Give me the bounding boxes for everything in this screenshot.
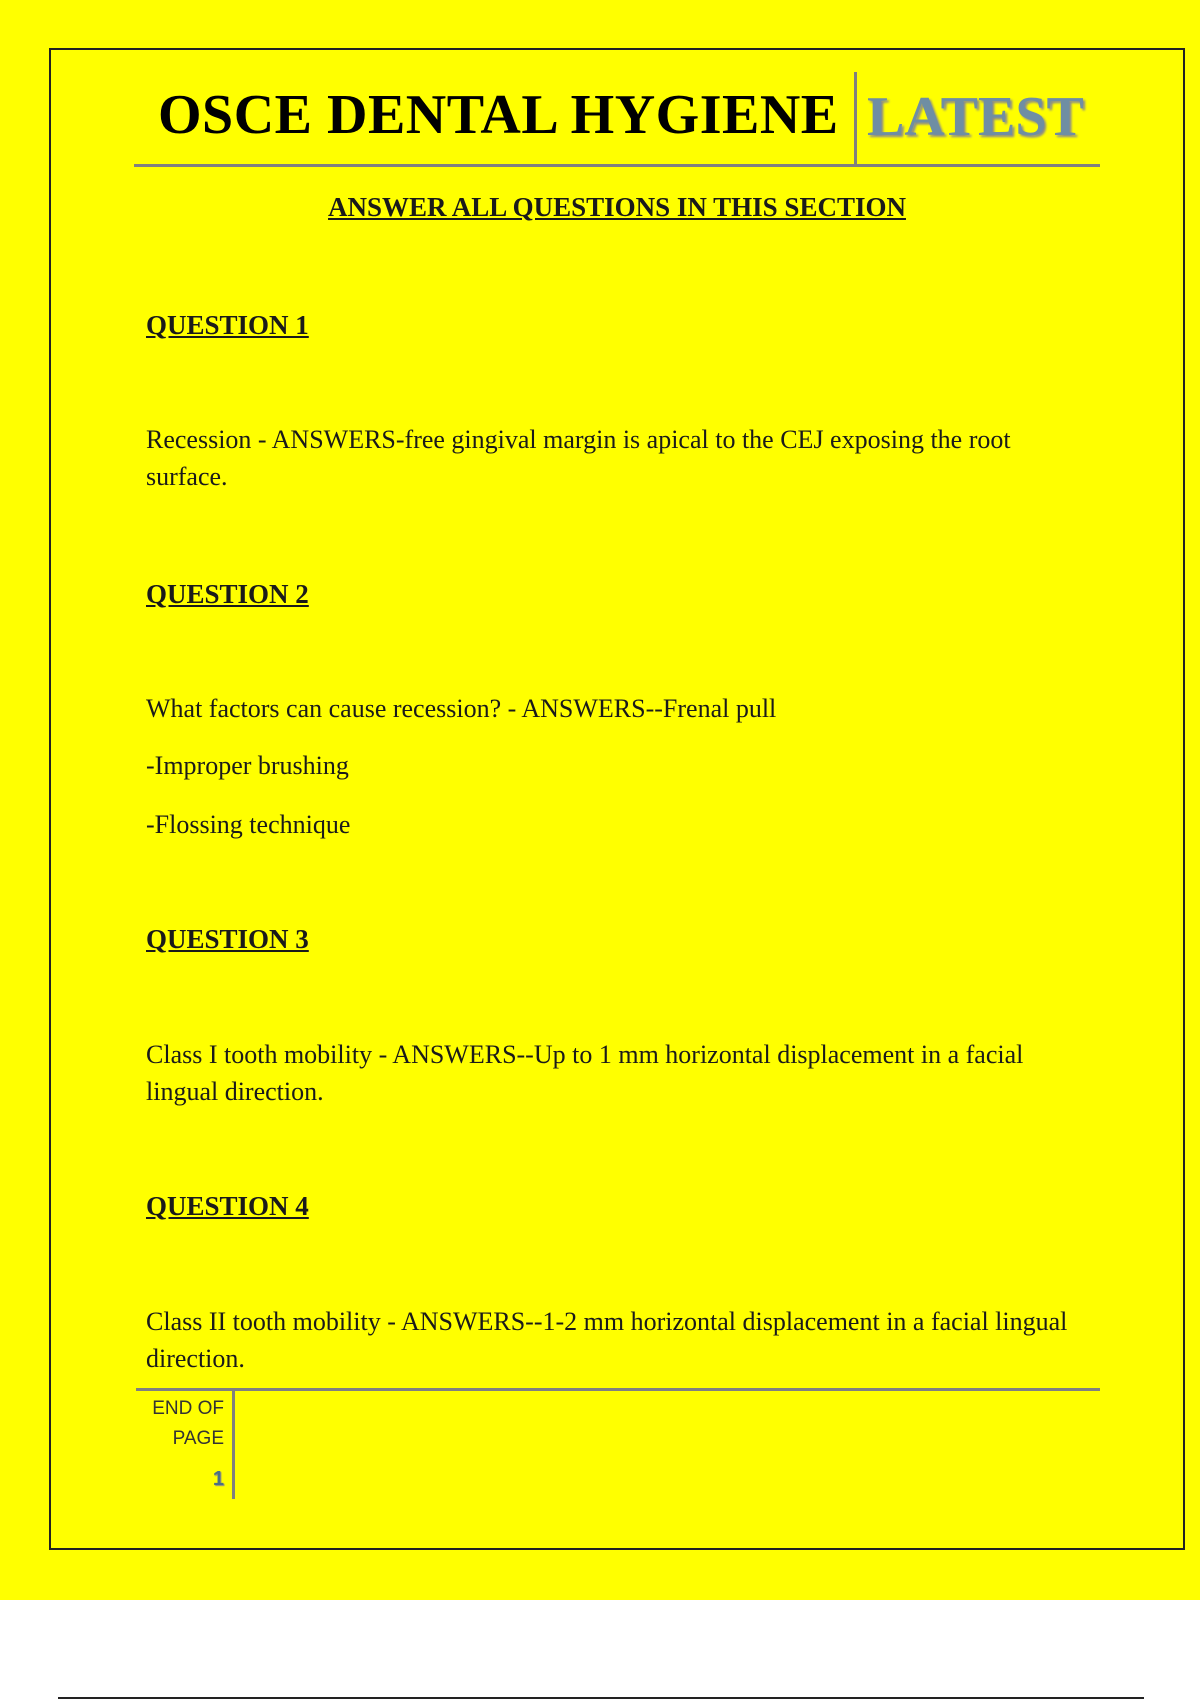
end-of-page-label bbox=[130, 1394, 224, 1454]
question-1-heading: QUESTION 1 bbox=[146, 310, 309, 340]
question-2-answer-item: -Improper brushing bbox=[146, 751, 349, 780]
question-2-answer: What factors can cause recession? - ANSWERS--Frenal pull bbox=[146, 694, 777, 723]
section-instruction: ANSWER ALL QUESTIONS IN THIS SECTION bbox=[328, 192, 906, 222]
question-2-heading: QUESTION 2 bbox=[146, 579, 309, 609]
page-header bbox=[134, 72, 1100, 167]
footer-rule bbox=[136, 1388, 1100, 1391]
end-of-page-label-line1: END OF bbox=[152, 1398, 224, 1419]
bottom-rule bbox=[58, 1697, 1144, 1699]
document-title: OSCE DENTAL HYGIENE bbox=[158, 84, 839, 146]
question-4-answer: Class II tooth mobility - ANSWERS--1-2 mm horizontal displacement in a facial lingual direction. bbox=[146, 1307, 1068, 1373]
page-number: 1 bbox=[212, 1468, 224, 1490]
question-1-answer: Recession - ANSWERS-free gingival margin is apical to the CEJ exposing the root surface. bbox=[146, 425, 1011, 491]
question-2-answer-item: -Flossing technique bbox=[146, 810, 351, 839]
question-3-heading: QUESTION 3 bbox=[146, 924, 309, 954]
question-3-answer: Class I tooth mobility - ANSWERS--Up to 1 mm horizontal displacement in a facial lingual direction. bbox=[146, 1040, 1024, 1106]
header-divider bbox=[854, 72, 857, 164]
end-of-page-label-line2: PAGE bbox=[172, 1428, 224, 1449]
question-4-heading: QUESTION 4 bbox=[146, 1191, 309, 1221]
latest-tag: LATEST bbox=[867, 86, 1084, 148]
footer-divider bbox=[232, 1391, 235, 1499]
